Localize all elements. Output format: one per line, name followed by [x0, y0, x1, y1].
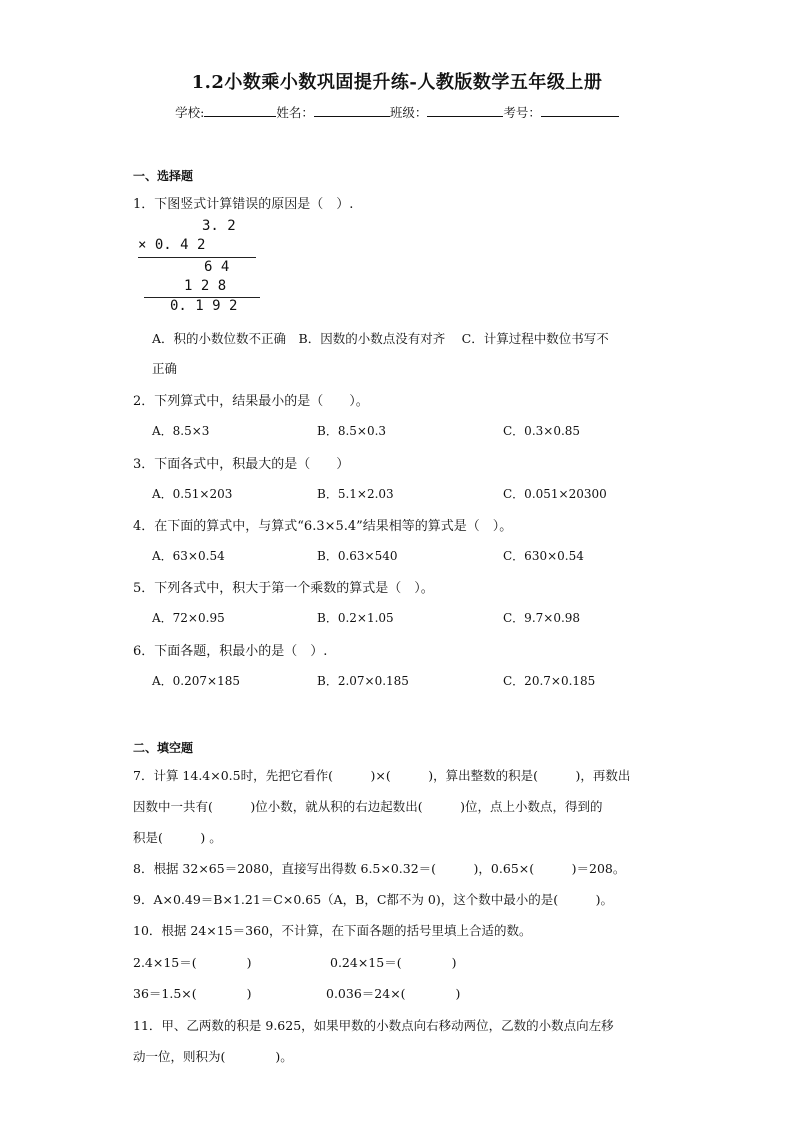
q2-stem: 2．下列算式中，结果最小的是（ ）。	[133, 394, 369, 409]
student-info-line	[0, 103, 794, 121]
q6-stem: 6．下面各题，积最小的是（ ）.	[133, 644, 328, 659]
calc-row-5: 0. 1 9 2	[170, 298, 238, 314]
q7-line3: 积是( ) 。	[133, 830, 222, 845]
school-label: 学校:	[175, 105, 205, 120]
q4-option-a[interactable]: A．63×0.54	[152, 549, 225, 563]
q10-fill-1: 2.4×15＝( )	[133, 955, 252, 970]
calc-row-1: 3. 2	[202, 218, 236, 234]
q4-option-c[interactable]: C．630×0.54	[503, 549, 584, 563]
q10-fill-3: 36＝1.5×( )	[133, 986, 252, 1001]
q4-option-b[interactable]: B．0.63×540	[317, 549, 398, 563]
q2-option-c[interactable]: C．0.3×0.85	[503, 424, 581, 438]
q3-option-a[interactable]: A．0.51×203	[152, 487, 233, 501]
number-label: 考号：	[503, 105, 541, 120]
q11-line2: 动一位，则积为( )。	[133, 1049, 293, 1064]
q9-line: 9．A×0.49＝B×1.21＝C×0.65（A，B，C都不为 0)，这个数中最小的是( )。	[133, 892, 613, 907]
name-label: 姓名：	[276, 105, 314, 120]
number-blank[interactable]	[541, 104, 619, 117]
q4-stem: 4．在下面的算式中，与算式“6.3×5.4”结果相等的算式是（ ）。	[133, 519, 513, 534]
name-blank[interactable]	[314, 104, 390, 117]
school-blank[interactable]	[204, 104, 276, 117]
q5-option-b[interactable]: B．0.2×1.05	[317, 611, 394, 625]
q1-vertical-calculation	[138, 218, 268, 318]
q1-options-line1: A．积的小数位数不正确 B．因数的小数点没有对齐 C．计算过程中数位书写不	[152, 331, 609, 346]
q5-option-a[interactable]: A．72×0.95	[152, 611, 225, 625]
calc-row-4: 1 2 8	[184, 278, 227, 294]
q1-stem: 1．下图竖式计算错误的原因是（ ）.	[133, 197, 354, 212]
section-fill-title: 二、填空题	[133, 741, 194, 755]
class-label: 班级：	[389, 105, 428, 120]
q6-option-b[interactable]: B．2.07×0.185	[317, 674, 409, 688]
q7-line2: 因数中一共有( )位小数，就从积的右边起数出( )位，点上小数点，得到的	[133, 799, 603, 814]
q5-stem: 5．下列各式中，积大于第一个乘数的算式是（ ）。	[133, 581, 434, 596]
q10-fill-2: 0.24×15＝( )	[330, 955, 457, 970]
calc-row-3: 6 4	[204, 259, 230, 275]
q10-fill-4: 0.036＝24×( )	[326, 986, 461, 1001]
q3-option-c[interactable]: C．0.051×20300	[503, 487, 607, 501]
q8-line: 8．根据 32×65＝2080，直接写出得数 6.5×0.32＝( )，0.65×( )＝208。	[133, 861, 626, 876]
q7-line1: 7．计算 14.4×0.5时，先把它看作( )×( )，算出整数的积是( )，再数出	[133, 768, 631, 783]
q6-option-c[interactable]: C．20.7×0.185	[503, 674, 596, 688]
calc-rule-1	[138, 257, 256, 258]
q3-option-b[interactable]: B．5.1×2.03	[317, 487, 394, 501]
q2-option-a[interactable]: A．8.5×3	[152, 424, 210, 438]
section-choice-title: 一、选择题	[133, 169, 194, 183]
calc-row-2: × 0. 4 2	[138, 237, 206, 253]
q3-stem: 3．下面各式中，积最大的是（ ）	[133, 457, 350, 472]
q1-options-line2: 正确	[152, 361, 178, 376]
q6-option-a[interactable]: A．0.207×185	[152, 674, 240, 688]
q5-option-c[interactable]: C．9.7×0.98	[503, 611, 581, 625]
q11-line1: 11．甲、乙两数的积是 9.625，如果甲数的小数点向右移动两位，乙数的小数点向左移	[133, 1018, 614, 1033]
q2-option-b[interactable]: B．8.5×0.3	[317, 424, 387, 438]
page-title: 1.2小数乘小数巩固提升练-人教版数学五年级上册	[191, 72, 603, 93]
q10-stem: 10．根据 24×15＝360，不计算，在下面各题的括号里填上合适的数。	[133, 923, 532, 938]
class-blank[interactable]	[427, 104, 503, 117]
